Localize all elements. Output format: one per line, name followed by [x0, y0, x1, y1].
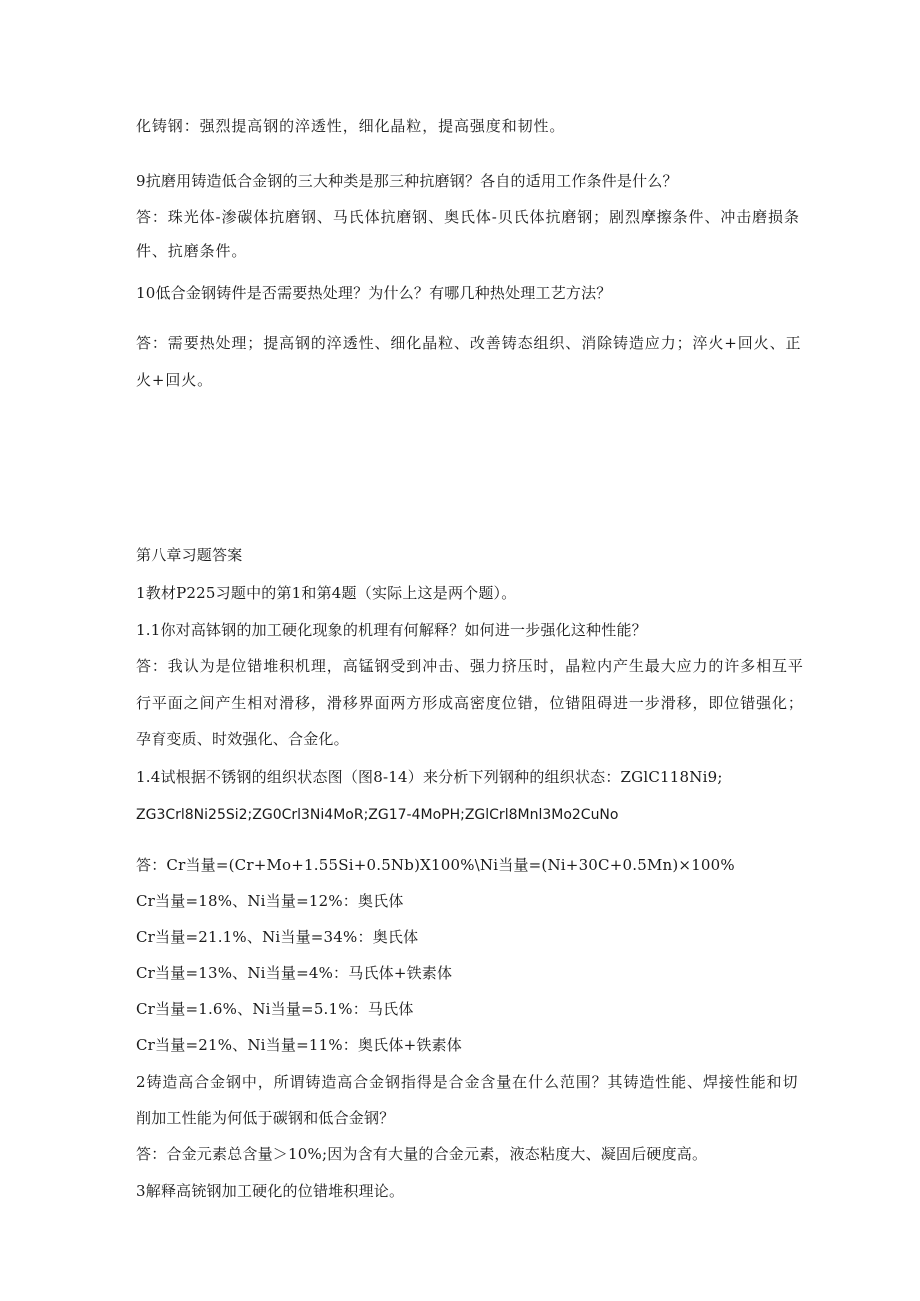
question-10: 10低合金钢铸件是否需要热处理？为什么？有哪几种热处理工艺方法？: [136, 284, 612, 302]
answer-2: 答：合金元素总含量＞10%;因为含有大量的合金元素，液态粘度大、凝固后硬度高。: [136, 1145, 708, 1163]
question-1-4-line-1: 1.4试根据不锈钢的组织状态图（图8-14）来分析下列钢种的组织状态：ZGlC118Ni9;: [136, 768, 723, 786]
answer-9-line-1: 答：珠光体-渗碳体抗磨钢、马氏体抗磨钢、奥氏体-贝氏体抗磨钢；剧烈摩擦条件、冲击磨损条: [136, 208, 800, 226]
question-3: 3解释高铳钢加工硬化的位错堆积理论。: [136, 1182, 405, 1200]
question-1: 1教材P225习题中的第1和第4题（实际上这是两个题）。: [136, 584, 517, 602]
answer-1-4-result-3: Cr当量=13%、Ni当量=4%：马氏体+铁素体: [136, 964, 453, 982]
answer-9-line-2: 件、抗磨条件。: [136, 242, 248, 260]
question-9: 9抗磨用铸造低合金钢的三大种类是那三种抗磨钢？各自的适用工作条件是什么？: [136, 172, 678, 190]
answer-1-4-result-1: Cr当量=18%、Ni当量=12%：奥氏体: [136, 892, 404, 910]
answer-1-4-formula: 答：Cr当量=(Cr+Mo+1.55Si+0.5Nb)X100%\Ni当量=(Ni+30C+0.5Mn)×100%: [136, 856, 735, 874]
question-2-line-1: 2铸造高合金钢中，所谓铸造高合金钢指得是合金含量在什么范围？其铸造性能、焊接性能和切: [136, 1073, 799, 1091]
answer-1-4-result-5: Cr当量=21%、Ni当量=11%：奥氏体+铁素体: [136, 1036, 462, 1054]
question-1-1: 1.1你对高钵钢的加工硬化现象的机理有何解释？如何进一步强化这种性能？: [136, 621, 647, 639]
question-2-line-2: 削加工性能为何低于碳钢和低合金钢？: [136, 1109, 395, 1127]
paragraph-line: 化铸钢：强烈提高钢的淬透性，细化晶粒，提高强度和韧性。: [136, 117, 566, 135]
answer-1-4-result-4: Cr当量=1.6%、Ni当量=5.1%：马氏体: [136, 1000, 414, 1018]
answer-1-1-line-2: 行平面之间产生相对滑移，滑移界面两方形成高密度位错，位错阻碍进一步滑移，即位错强化；: [136, 694, 804, 712]
answer-10-line-2: 火+回火。: [136, 371, 214, 389]
answer-1-4-result-2: Cr当量=21.1%、Ni当量=34%：奥氏体: [136, 928, 419, 946]
answer-1-1-line-1: 答：我认为是位错堆积机理，高锰钢受到冲击、强力挤压时，晶粒内产生最大应力的许多相互平: [136, 657, 804, 675]
question-1-4-line-2: ZG3Crl8Ni25Si2;ZG0Crl3Ni4MoR;ZG17-4MoPH;ZGlCrl8Mnl3Mo2CuNo: [136, 807, 619, 823]
chapter-heading: 第八章习题答案: [136, 546, 243, 564]
answer-10-line-1: 答：需要热处理；提高钢的淬透性、细化晶粒、改善铸态组织、消除铸造应力；淬火+回火、正: [136, 334, 802, 352]
answer-1-1-line-3: 孕育变质、时效强化、合金化。: [136, 730, 349, 748]
